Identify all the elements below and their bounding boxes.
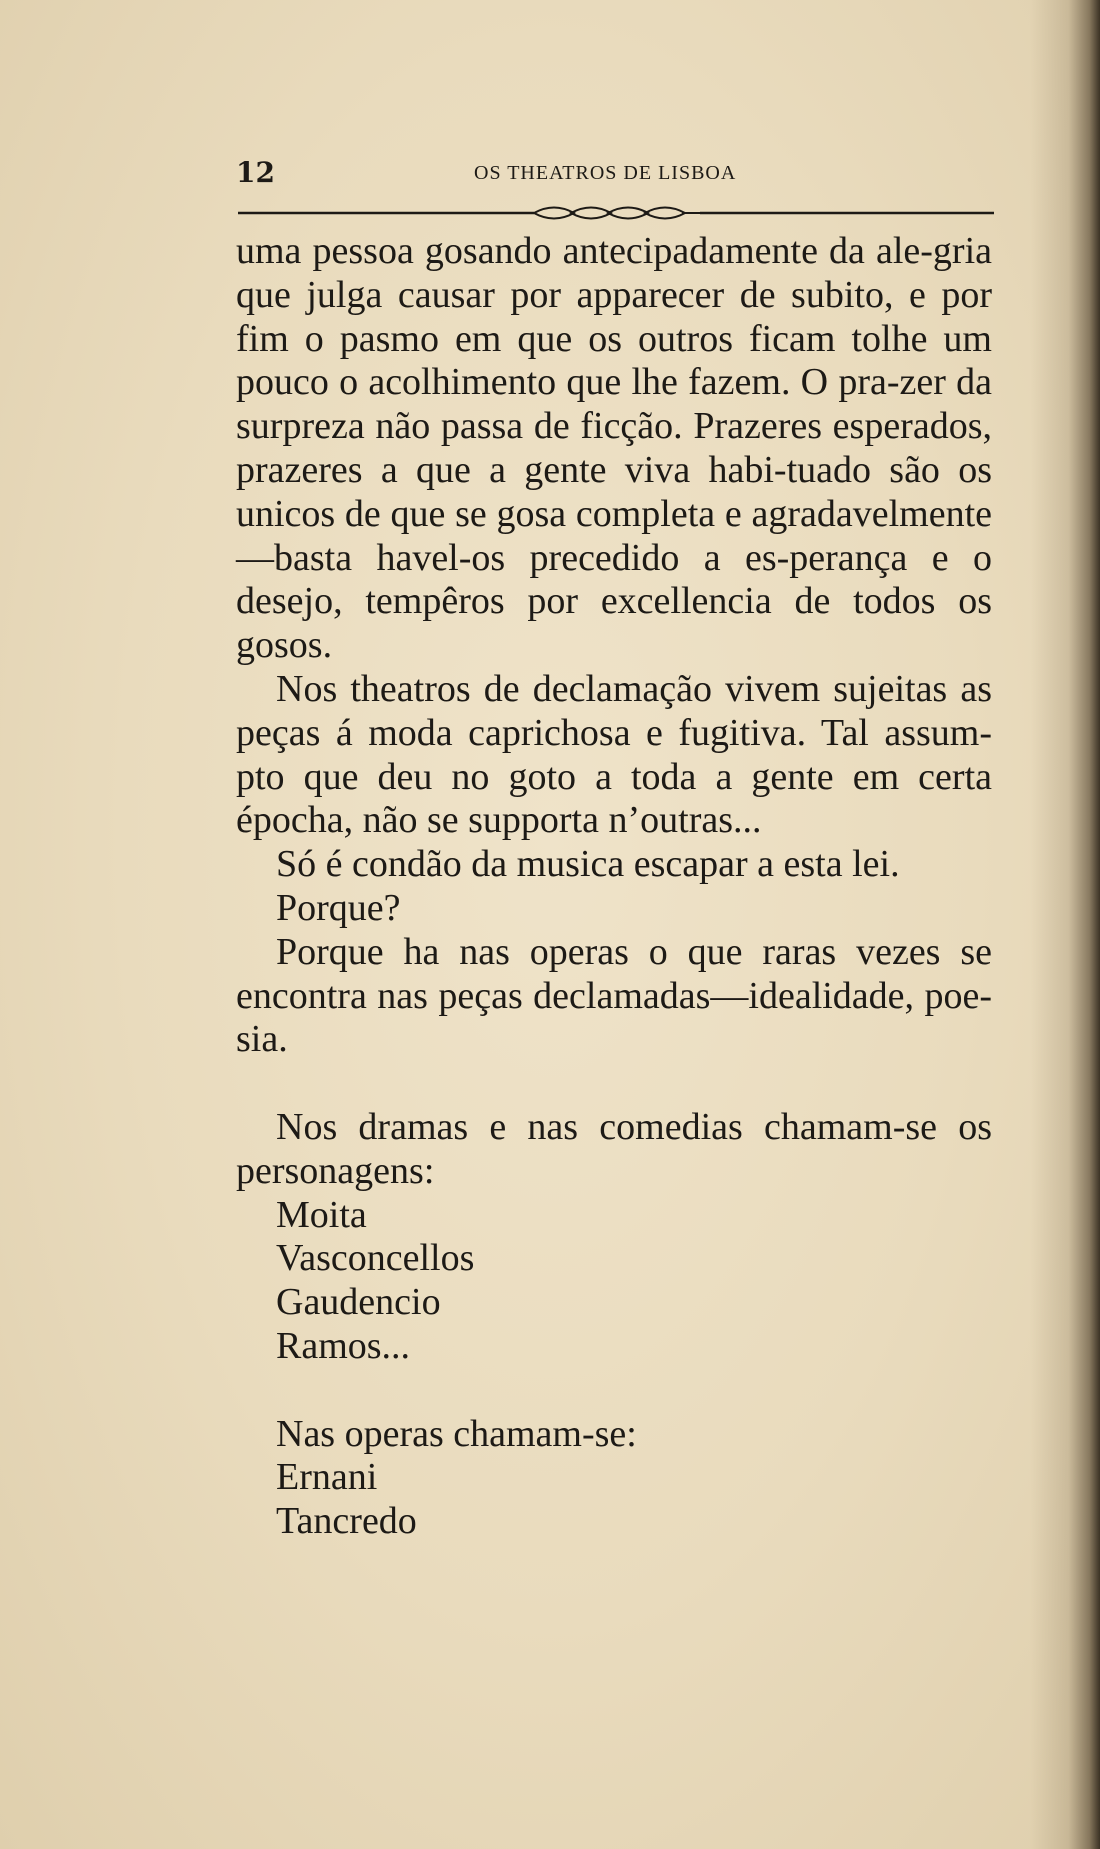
- paragraph: Porque ha nas operas o que raras vezes se encontra nas peças declamadas—idealidade, poe-sia.: [236, 930, 992, 1061]
- character-name: Gaudencio: [276, 1281, 441, 1324]
- paragraph: Só é condão da musica escapar a esta lei.: [276, 843, 900, 886]
- paragraph: Nos theatros de declamação vivem sujeitas as peças á moda caprichosa e fugitiva. Tal assum-pto que deu no goto a toda a gente em certa épocha, não se supporta n’outras...: [236, 667, 992, 842]
- character-name: Ramos...: [276, 1324, 411, 1367]
- paragraph: Nos dramas e nas comedias chamam-se os personagens:: [236, 1105, 992, 1192]
- page-number: 12: [236, 156, 275, 189]
- section-gap: [236, 1062, 992, 1106]
- running-head: [236, 156, 992, 196]
- body-text: [236, 230, 992, 1544]
- drama-character-list: [236, 1194, 992, 1369]
- paragraph: Porque?: [276, 886, 401, 929]
- page-edge-shadow: [1030, 0, 1100, 1849]
- character-name: Ernani: [276, 1456, 378, 1499]
- ornamental-rule: [238, 200, 994, 230]
- character-name: Moita: [276, 1193, 367, 1236]
- character-name: Vasconcellos: [276, 1237, 475, 1280]
- opera-character-list: [236, 1456, 992, 1544]
- paragraph: uma pessoa gosando antecipadamente da ale-gria que julga causar por apparecer de subito, e por fim o pasmo em que os outros ficam tolhe um pouco o acolhimento que lhe fazem. O pra-zer da surpreza não passa de ficção. Prazeres esperados, prazeres a que a gente viva habi-tuado são os unicos de que se gosa completa e agradavelmente—basta havel-os precedido a es-perança e o desejo, tempêros por excellencia de todos os gosos.: [236, 230, 992, 667]
- section-gap: [236, 1369, 992, 1413]
- character-name: Tancredo: [276, 1500, 417, 1543]
- paragraph: Nas operas chamam-se:: [276, 1412, 637, 1455]
- running-title: OS THEATROS DE LISBOA: [474, 162, 737, 184]
